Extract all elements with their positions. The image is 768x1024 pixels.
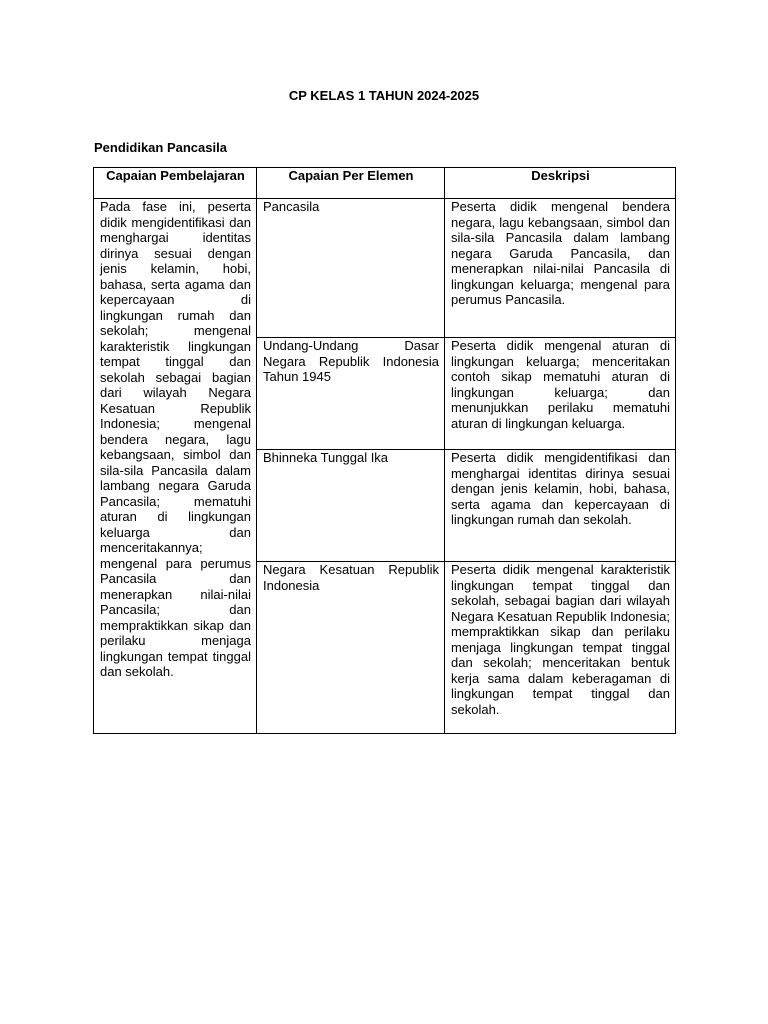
cp-table xyxy=(93,167,676,734)
description-cell: Peserta didik mengenal karakteristik lingkungan tempat tinggal dan sekolah, sebagai bagian dari wilayah Negara Kesatuan Republik Indonesia; mempraktikkan sikap dan perilaku menjaga lingkungan tempat tinggal dan sekolah; menceritakan bentuk kerja sama dalam keberagaman di lingkungan tempat tinggal dan sekolah. xyxy=(445,562,676,734)
header-capaian-per-elemen: Capaian Per Elemen xyxy=(257,168,445,199)
table-row xyxy=(94,199,676,338)
element-cell: Negara Kesatuan Republik Indonesia xyxy=(257,562,445,734)
page-title: CP KELAS 1 TAHUN 2024-2025 xyxy=(288,88,480,103)
element-cell: Bhinneka Tunggal Ika xyxy=(257,450,445,562)
description-cell: Peserta didik mengenal bendera negara, lagu kebangsaan, simbol dan sila-sila Pancasila dalam lambang negara Garuda Pancasila, dan menerapkan nilai-nilai Pancasila di lingkungan keluarga; mengenal para perumus Pancasila. xyxy=(445,199,676,338)
header-capaian-pembelajaran: Capaian Pembelajaran xyxy=(94,168,257,199)
element-cell: Pancasila xyxy=(257,199,445,338)
description-cell: Peserta didik mengenal aturan di lingkungan keluarga; menceritakan contoh sikap mematuhi aturan di lingkungan keluarga; dan menunjukkan perilaku mematuhi aturan di lingkungan keluarga. xyxy=(445,338,676,450)
description-cell: Peserta didik mengidentifikasi dan menghargai identitas dirinya sesuai dengan jenis kelamin, hobi, bahasa, serta agama dan kepercayaan di lingkungan rumah dan sekolah. xyxy=(445,450,676,562)
header-deskripsi: Deskripsi xyxy=(445,168,676,199)
element-cell: Undang-Undang Dasar Negara Republik Indonesia Tahun 1945 xyxy=(257,338,445,450)
table-header-row xyxy=(94,168,676,199)
subject-heading: Pendidikan Pancasila xyxy=(94,140,227,155)
capaian-pembelajaran-cell: Pada fase ini, peserta didik mengidentifikasi dan menghargai identitas dirinya sesuai dengan jenis kelamin, hobi, bahasa, serta agama dan kepercayaan di lingkungan rumah dan sekolah; mengenal karakteristik lingkungan tempat tinggal dan sekolah sebagai bagian dari wilayah Negara Kesatuan Republik Indonesia; mengenal bendera negara, lagu kebangsaan, simbol dan sila-sila Pancasila dalam lambang negara Garuda Pancasila; mematuhi aturan di lingkungan keluarga dan menceritakannya; mengenal para perumus Pancasila dan menerapkan nilai-nilai Pancasila; dan mempraktikkan sikap dan perilaku menjaga lingkungan tempat tinggal dan sekolah. xyxy=(94,199,257,734)
